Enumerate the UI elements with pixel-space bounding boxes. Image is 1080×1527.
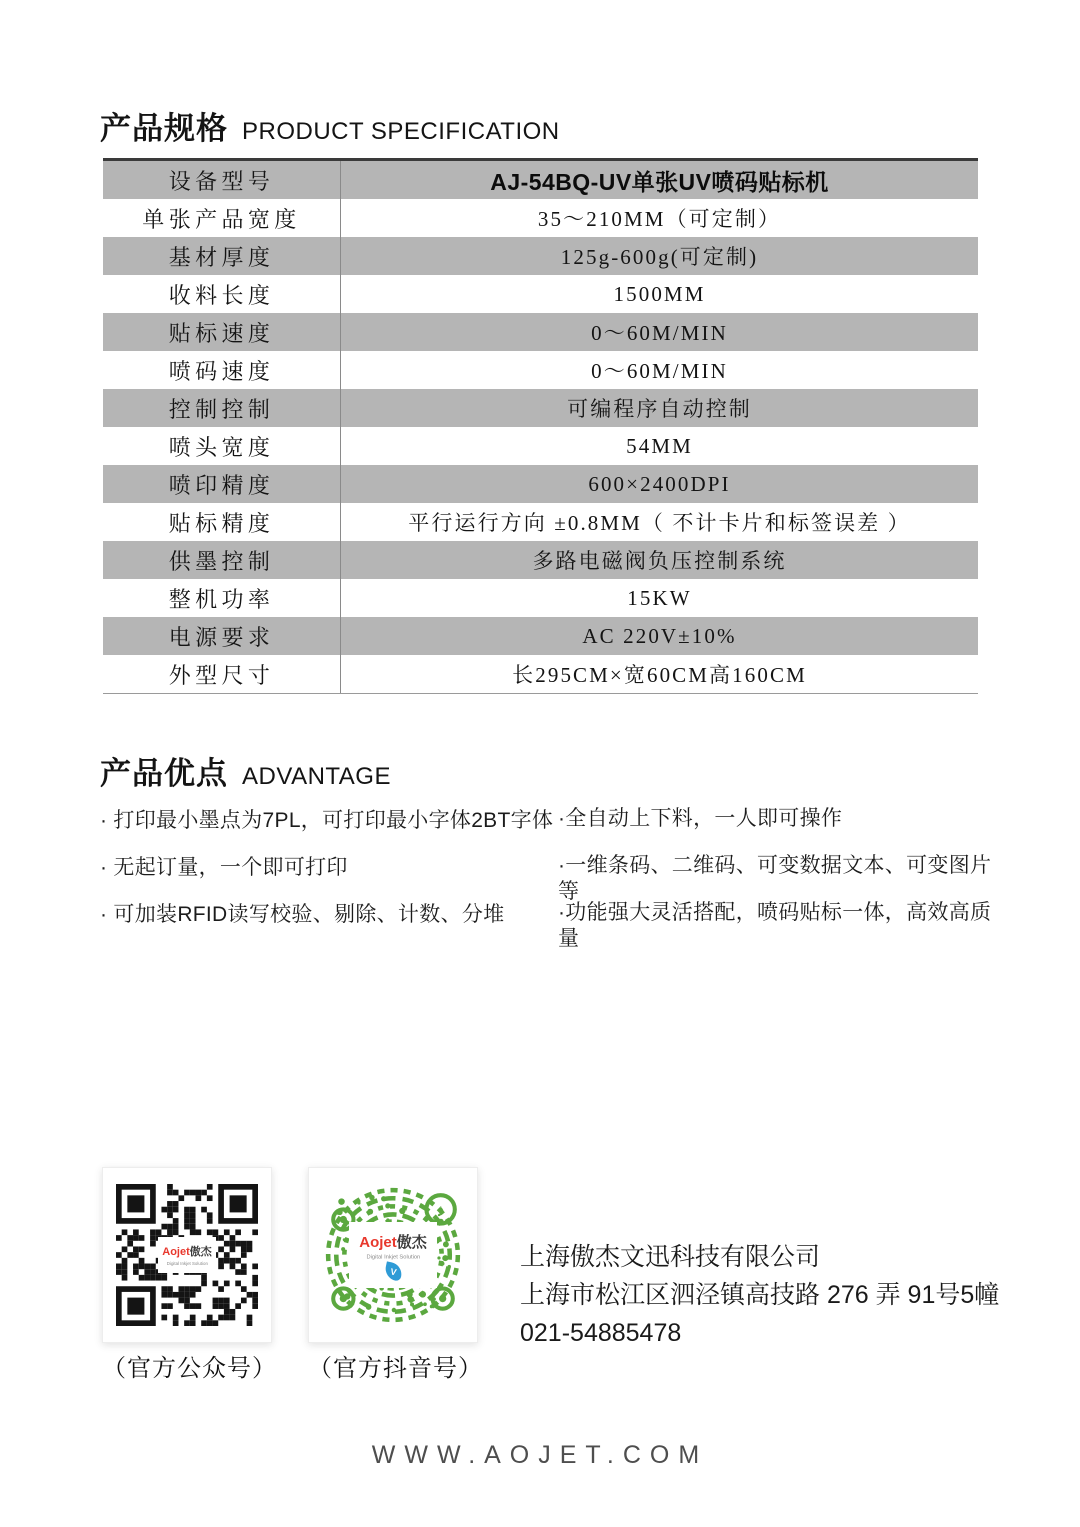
spec-row-value: AC 220V±10% xyxy=(340,617,978,655)
spec-heading-en: PRODUCT SPECIFICATION xyxy=(242,118,560,145)
spec-table-row xyxy=(103,351,978,389)
spec-table-row xyxy=(103,275,978,313)
douyin-qr-center-logo xyxy=(349,1222,437,1288)
douyin-qr-code xyxy=(308,1167,478,1343)
advantage-item: · 可加装RFID读写校验、剔除、计数、分堆 xyxy=(100,903,505,926)
spec-table-row xyxy=(103,427,978,465)
advantage-heading-cn: 产品优点 xyxy=(100,756,228,791)
wechat-qr-code xyxy=(102,1167,272,1343)
advantage-item: · 打印最小墨点为7PL，可打印最小字体2BT字体 xyxy=(100,809,554,832)
spec-row-label: 贴标精度 xyxy=(168,510,275,536)
wechat-qr-center-logo xyxy=(158,1237,216,1273)
spec-row-value: AJ-54BQ-UV单张UV喷码贴标机 xyxy=(340,161,978,199)
company-info xyxy=(520,1238,999,1352)
spec-row-value: 1500MM xyxy=(340,275,978,313)
spec-section-heading xyxy=(100,103,560,148)
spec-row-value: 0～60M/MIN xyxy=(340,351,978,389)
spec-table-header-row xyxy=(103,161,978,199)
advantage-list-right xyxy=(558,806,998,950)
spec-row-value: 54MM xyxy=(340,427,978,465)
company-address: 上海市松江区泗泾镇高技路 276 弄 91号5幢 xyxy=(520,1281,1000,1309)
spec-table-row xyxy=(103,465,978,503)
svg-text:♪: ♪ xyxy=(436,1199,446,1221)
spec-row-value: 多路电磁阀负压控制系统 xyxy=(340,541,978,579)
spec-row-label: 喷印精度 xyxy=(168,472,275,498)
spec-row-label: 电源要求 xyxy=(168,624,275,650)
spec-table-body xyxy=(103,199,978,693)
spec-row-value: 0～60M/MIN xyxy=(340,313,978,351)
advantage-section-heading xyxy=(100,748,391,793)
spec-row-label: 收料长度 xyxy=(168,282,275,308)
spec-row-value: 125g-600g(可定制) xyxy=(340,237,978,275)
spec-table-row xyxy=(103,237,978,275)
footer-website-url: WWW.AOJET.COM xyxy=(371,1441,709,1469)
advantage-item: ·功能强大灵活搭配，喷码贴标一体，高效高质量 xyxy=(558,901,992,950)
spec-table-row xyxy=(103,503,978,541)
spec-row-label: 贴标速度 xyxy=(168,320,275,346)
spec-row-value: 平行运行方向 ±0.8MM（ 不计卡片和标签误差 ） xyxy=(340,503,978,541)
spec-row-value: 长295CM×宽60CM高160CM xyxy=(340,655,978,693)
aojet-logo-subtitle: Digital Inkjet Solution xyxy=(366,1252,420,1260)
aojet-logo-subtitle: Digital Inkjet Solution xyxy=(166,1260,208,1266)
advantage-item: · 无起订量，一个即可打印 xyxy=(100,856,348,879)
spec-row-value: 35～210MM（可定制） xyxy=(340,199,978,237)
spec-table-row xyxy=(103,313,978,351)
aojet-logo xyxy=(162,1243,212,1259)
douyin-qr-label: （官方抖音号） xyxy=(308,1355,483,1382)
aojet-leaf-icon: V xyxy=(383,1261,403,1281)
spec-row-label: 整机功率 xyxy=(168,586,275,612)
wechat-qr-label: （官方公众号） xyxy=(102,1355,277,1382)
advantage-item: ·一维条码、二维码、可变数据文本、可变图片等 xyxy=(558,854,992,903)
spec-row-label: 单张产品宽度 xyxy=(142,206,301,232)
advantage-list-left xyxy=(100,808,570,949)
spec-row-label: 喷码速度 xyxy=(168,358,275,384)
spec-row-label: 供墨控制 xyxy=(168,548,275,574)
spec-table-row xyxy=(103,617,978,655)
spec-row-value: 15KW xyxy=(340,579,978,617)
spec-heading-cn: 产品规格 xyxy=(100,111,228,146)
aojet-logo-cn: 傲杰 xyxy=(396,1233,427,1251)
spec-table-row xyxy=(103,389,978,427)
spec-table xyxy=(103,158,978,694)
spec-table-row xyxy=(103,579,978,617)
aojet-logo-latin: Aojet xyxy=(162,1245,190,1258)
advantage-heading-en: ADVANTAGE xyxy=(242,763,391,790)
advantage-item: ·全自动上下料，一人即可操作 xyxy=(558,807,843,830)
aojet-logo xyxy=(359,1231,427,1252)
spec-row-label: 外型尺寸 xyxy=(168,662,275,688)
spec-row-label: 基材厚度 xyxy=(168,244,275,270)
spec-table-row xyxy=(103,541,978,579)
spec-row-label: 喷头宽度 xyxy=(168,434,275,460)
aojet-logo-cn: 傲杰 xyxy=(189,1245,212,1258)
spec-row-value: 可编程序自动控制 xyxy=(340,389,978,427)
spec-row-label: 设备型号 xyxy=(168,168,275,194)
aojet-logo-latin: Aojet xyxy=(359,1233,397,1251)
spec-row-value: 600×2400DPI xyxy=(340,465,978,503)
spec-table-row xyxy=(103,655,978,693)
company-phone: 021-54885478 xyxy=(520,1319,682,1347)
spec-row-label: 控制控制 xyxy=(168,396,275,422)
spec-table-row xyxy=(103,199,978,237)
company-name: 上海傲杰文迅科技有限公司 xyxy=(520,1243,821,1271)
